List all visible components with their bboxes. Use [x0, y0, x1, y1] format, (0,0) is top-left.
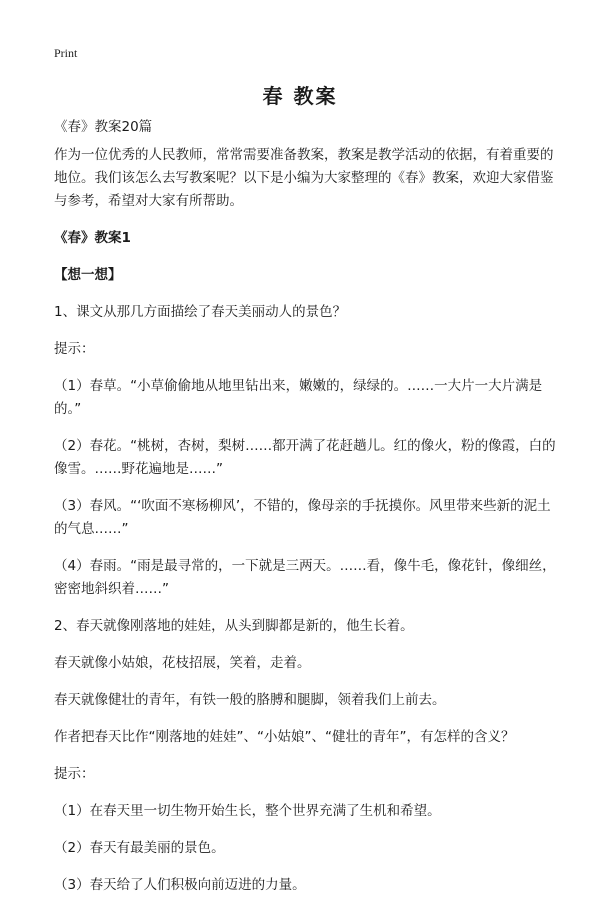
hint-item: （2）春天有最美丽的景色。: [54, 840, 225, 856]
hint-item: （1）在春天里一切生物开始生长，整个世界充满了生机和希望。: [54, 803, 441, 819]
hint-item: （3）春风。“‘吹面不寒杨柳风’，不错的，像母亲的手抚摸你。风里带来些新的泥土的气息……”: [54, 498, 551, 537]
article-body: [54, 116, 560, 911]
hint-item: （4）春雨。“雨是最寻常的，一下就是三两天。……看，像牛毛，像花针，像细丝，密密地斜织着……”: [54, 558, 556, 597]
quote-line: 春天就像健壮的青年，有铁一般的胳膊和腿脚，领着我们上前去。: [54, 692, 446, 708]
print-link[interactable]: Print: [54, 46, 78, 60]
question-2: 2、春天就像刚落地的娃娃，从头到脚都是新的，他生长着。: [54, 618, 414, 634]
question-2-prompt: 作者把春天比作“刚落地的娃娃”、“小姑娘”、“健壮的青年”，有怎样的含义？: [54, 729, 515, 745]
subsection-heading: 【想一想】: [54, 267, 122, 283]
question-1: 1、课文从那几方面描绘了春天美丽动人的景色？: [54, 304, 347, 320]
quote-line: 春天就像小姑娘，花枝招展，笑着，走着。: [54, 655, 311, 671]
intro-paragraph: 作为一位优秀的人民教师，常常需要准备教案，教案是教学活动的依据，有着重要的地位。我们该怎么去写教案呢？以下是小编为大家整理的《春》教案，欢迎大家借鉴与参考，希望对大家有所帮助。: [54, 147, 554, 209]
section-heading: 《春》教案1: [54, 230, 131, 246]
hint-item: （3）春天给了人们积极向前迈进的力量。: [54, 877, 306, 893]
hint-item: （2）春花。“桃树，杏树，梨树……都开满了花赶趟儿。红的像火，粉的像霞，白的像雪。……野花遍地是……”: [54, 438, 556, 477]
article-subtitle: 《春》教案20篇: [54, 119, 153, 135]
page-title: 春 教案: [262, 84, 338, 108]
hint-label: 提示：: [54, 341, 95, 357]
hint-label: 提示：: [54, 766, 95, 782]
hint-item: （1）春草。“小草偷偷地从地里钻出来，嫩嫩的，绿绿的。……一大片一大片满是的。”: [54, 378, 543, 417]
